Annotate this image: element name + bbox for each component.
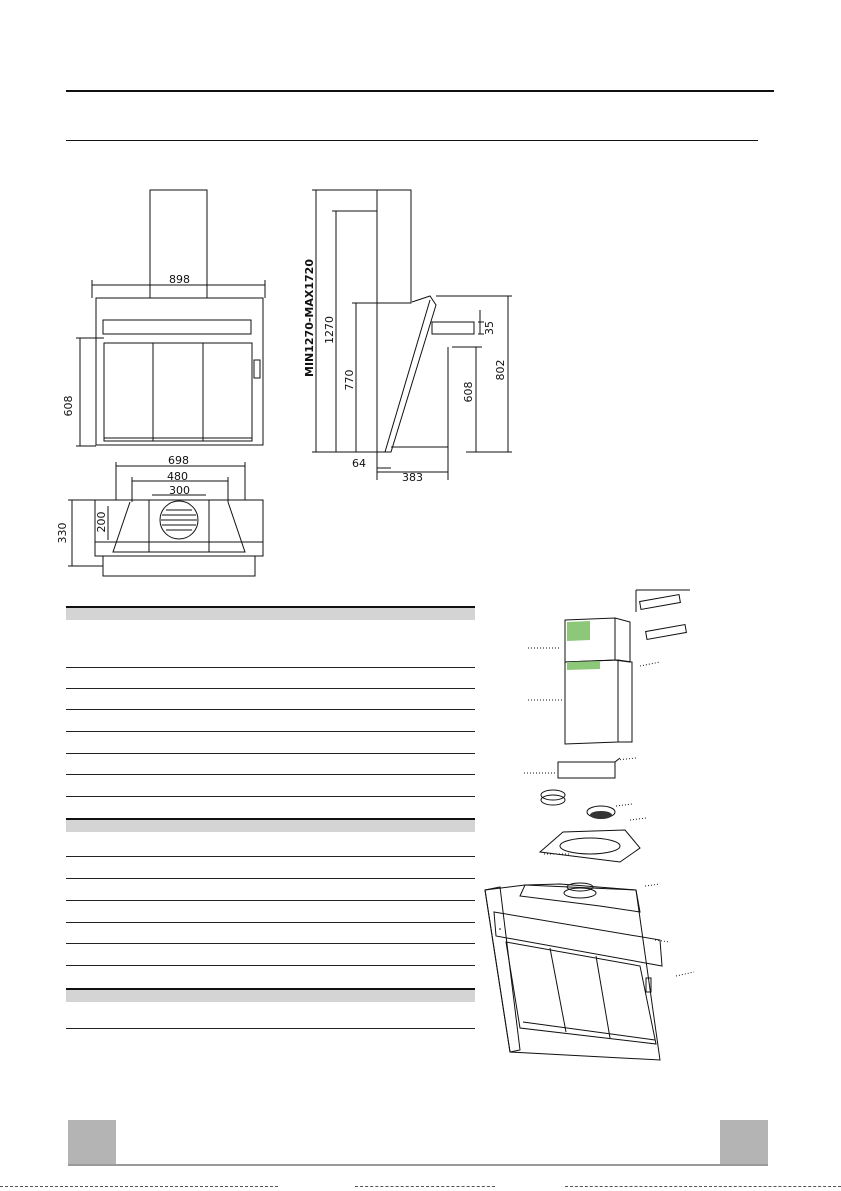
table-row bbox=[66, 900, 475, 923]
table-section-header bbox=[66, 606, 475, 620]
dim-side-802: 802 bbox=[494, 359, 507, 381]
table-row bbox=[66, 731, 475, 754]
table-section-header bbox=[66, 818, 475, 832]
crop-mark-middle bbox=[355, 1186, 495, 1188]
dim-side-64: 64 bbox=[352, 457, 366, 470]
crop-mark-right bbox=[565, 1186, 841, 1188]
dim-side-770: 770 bbox=[343, 369, 356, 391]
dim-side-range: MIN1270-MAX1720 bbox=[303, 259, 316, 377]
front-view-drawing bbox=[96, 190, 263, 445]
dim-side-35: 35 bbox=[483, 321, 496, 335]
dim-front-height: 608 bbox=[62, 395, 75, 417]
table-row bbox=[66, 1002, 475, 1029]
footer-rule bbox=[68, 1164, 768, 1166]
dim-top-330: 330 bbox=[56, 522, 69, 544]
table-section-header bbox=[66, 988, 475, 1002]
dim-top-200: 200 bbox=[95, 511, 108, 533]
side-view-drawing bbox=[377, 190, 474, 480]
top-view-drawing bbox=[95, 500, 263, 576]
table-row bbox=[66, 667, 475, 689]
footer-left-tab bbox=[68, 1120, 116, 1166]
table-row bbox=[66, 688, 475, 710]
table-row bbox=[66, 774, 475, 797]
table-row bbox=[66, 753, 475, 775]
table-row bbox=[66, 856, 475, 879]
table-row bbox=[66, 922, 475, 944]
footer-right-tab bbox=[720, 1120, 768, 1166]
table-row bbox=[66, 943, 475, 966]
crop-mark-left bbox=[0, 1186, 278, 1188]
dim-top-300: 300 bbox=[169, 484, 190, 497]
exploded-assembly-drawing bbox=[485, 590, 690, 1060]
dim-side-1270: 1270 bbox=[323, 316, 336, 344]
dim-top-698: 698 bbox=[168, 454, 189, 467]
dim-side-383: 383 bbox=[402, 471, 423, 484]
table-row bbox=[66, 620, 475, 668]
table-row bbox=[66, 832, 475, 857]
table-row bbox=[66, 878, 475, 901]
table-row bbox=[66, 709, 475, 732]
dim-front-width: 898 bbox=[169, 273, 190, 286]
dim-side-608: 608 bbox=[462, 381, 475, 403]
dim-top-480: 480 bbox=[167, 470, 188, 483]
